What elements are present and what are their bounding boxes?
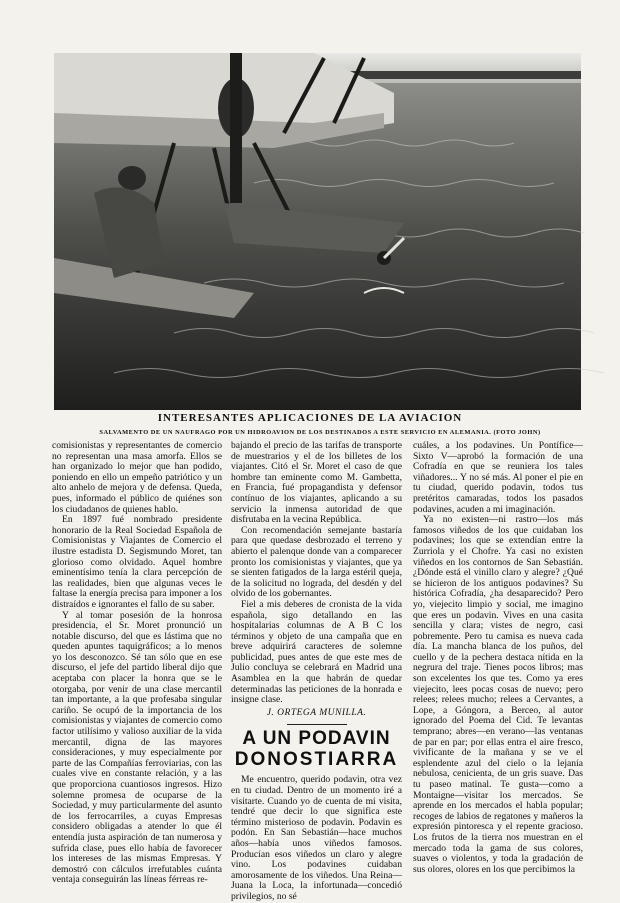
column-3 bbox=[413, 440, 583, 875]
paragraph: Me encuentro, querido podavin, otra vez en tu ciudad. Dentro de un momento iré a visitarte. Cuando yo de cuenta de mi visita, tendré que decir lo que significa este término misterioso de podavin. Podavin es podón. En San Sebastián—hace muchos años—había unos viñedos famosos. Producían esos viñedos un claro y alegre vino. Los podavines cuidaban amorosamente de los viñedos. Una Reina—Juana la Loca, la infortunada—concedió privilegios, no sé bbox=[231, 774, 402, 902]
paragraph: Fiel a mis deberes de cronista de la vida española, sigo detallando en las hospitalarias columnas de A B C los términos y objeto de una campaña que en breve adquirirá caracteres de solemne publicidad, pues antes de que este mes de Julio concluya se celebrará en Madrid una Asamblea en la que habrán de quedar determinadas las peticiones de la honrada e insigne clase. bbox=[231, 598, 402, 706]
column-2 bbox=[231, 440, 402, 902]
article-signature: J. ORTEGA MUNILLA. bbox=[266, 707, 367, 718]
seaplane-rescue-photo bbox=[54, 53, 581, 410]
photo-illustration bbox=[54, 53, 581, 410]
article-headline-line1: A UN PODAVIN bbox=[242, 728, 391, 750]
article-headline-line2: DONOSTIARRA bbox=[234, 749, 399, 771]
paragraph: En 1897 fué nombrado presidente honorario de la Real Sociedad Española de Comisionistas y Viajantes de Comercio el ilustre estadista D. Segismundo Moret, tan glorioso como olvidado. Aquel hombre eminentísimo tenía la clara percepción de las realidades, bien que algunas veces le faltase la energía precisa para imponer a los distraídos e ignorantes el fallo de su saber. bbox=[52, 514, 222, 610]
paragraph: bajando el precio de las tarifas de transporte de muestrarios y el de los billetes de los viajantes. Citó el Sr. Moret el caso de que hombre tan eminente como M. Gambetta, en Francia, fué propagandista y defensor contínuo de los viajantes, aplicando a su servicio la inmensa autoridad de que disfrutaba en la vecina República. bbox=[231, 440, 402, 526]
paragraph: Con recomendación semejante bastaría para que quedase desbrozado el terreno y abierto el palenque donde van a comparecer pronto los comisionistas y viajantes, que ya se sienten fatigados de la larga estéril queja, de la solicitud no lograda, del desdén y del olvido de los gobernantes. bbox=[231, 524, 402, 600]
paragraph: comisionistas y representantes de comercio no representan una masa amorfa. Ellos se han organizado lo mejor que han podido, poniendo en ello un empeño patriótico y un alto anhelo de mejora y de defensa. Queda, pues, informado el público de quiénes son los ciudadanos de quienes hablo. bbox=[52, 440, 222, 515]
paragraph: Y al tomar posesión de la honrosa presidencia, el Sr. Moret pronunció un notable discurso, del que es lástima que no queden apuntes taquigráficos; a lo menos yo los desconozco. Sé tan sólo que en ese discurso, el jefe del partido liberal dijo que aceptaba con placer la honra que se le otorgaba, por venir de una clase mercantil tan importante, a la que profesaba singular cariño. Se ocupó de la importancia de los comisionistas y viajantes de comercio como factor utilísimo y valioso auxiliar de la vida mercantil, digna de las mayores consideraciones, y muy especialmente por parte de las Compañías ferroviarias, con las cuales vive en constante relación, y a las que proporciona cuantiosos ingresos. Hizo solemne promesa de ocuparse de la Sociedad, y muy particularmente del asunto de los ferrocarriles, a cuyas Empresas considero obligadas a atender lo que él entendía justa aspiración de tan numerosa y sufrida clase, pues ello había de favorecer los intereses de las mismas Empresas. Y demostró con cálculos irrefutables cuánta ventaja conseguirán las líneas férreas re- bbox=[52, 609, 222, 886]
divider bbox=[287, 724, 347, 725]
paragraph: cuáles, a los podavines. Un Pontífice—Sixto V—aprobó la formación de una Cofradía en que se reuniera los tales viñadores... Y no sé más. Al poner el pie en tu ciudad, querido podavin, todos tus pretéritos camaradas, todos los pasados podavines, acuden a mi imaginación. bbox=[413, 440, 583, 515]
column-1 bbox=[52, 440, 222, 886]
paragraph: Ya no existen—ni rastro—los más famosos viñedos de los que cuidaban los podavines; los que se extendían entre la Zurriola y el Chofre. Ya casi no existen viñedos en los contornos de San Sebastián. ¿Dónde está el vinillo claro y alegre? ¿Qué se hicieron de los antiguos podavines? Su histórica Cofradía, ¿ha desaparecido? Pero yo, viejecito limpio y social, me imagino que eres un podavin. Vives en una casita sencilla y clara; vistes de negro, casi pobremente. Pero tu camisa es nueva cada día. La mancha blanca de los puños, del cuello y de la pechera destaca nítida en la negrura del traje. Tienes pocos libros; mas son excelentes los que tes. Como ya eres viejecito, lees pocas cosas de nuevo; pero relees; relees mucho; relees a Cervantes, a Lope, a Góngora, a Berceo, al autor ignorado del Poema del Cid. Te levantas temprano; abres—en verano—las ventanas de par en par; por ellas entra el aire fresco, vivificante de la mañana y se ve el esplendente azul del cielo o la lejanía nebulosa, cenicienta, de un gris suave. Das tu paseo matinal. Te gusta—como a Montaigne—visitar los mercados. Se aprende en los mercados el habla popular; recoges de labios de regatones y mañeros la expresión pintoresca y el repente gracioso. Los frutos de la tierra nos muestran en el mercado toda la gama de sus colores, suaves o violentos, y toda la gradación de sus olores, olores en los que percibimos la bbox=[413, 514, 583, 875]
photo-caption-subtitle: SALVAMENTO DE UN NAUFRAGO POR UN HIDROAVION DE LOS DESTINADOS A ESTE SERVICIO EN ALEMANIA. (FOTO JOHN) bbox=[99, 429, 541, 436]
photo-caption-title: INTERESANTES APLICACIONES DE LA AVIACION bbox=[157, 412, 463, 424]
